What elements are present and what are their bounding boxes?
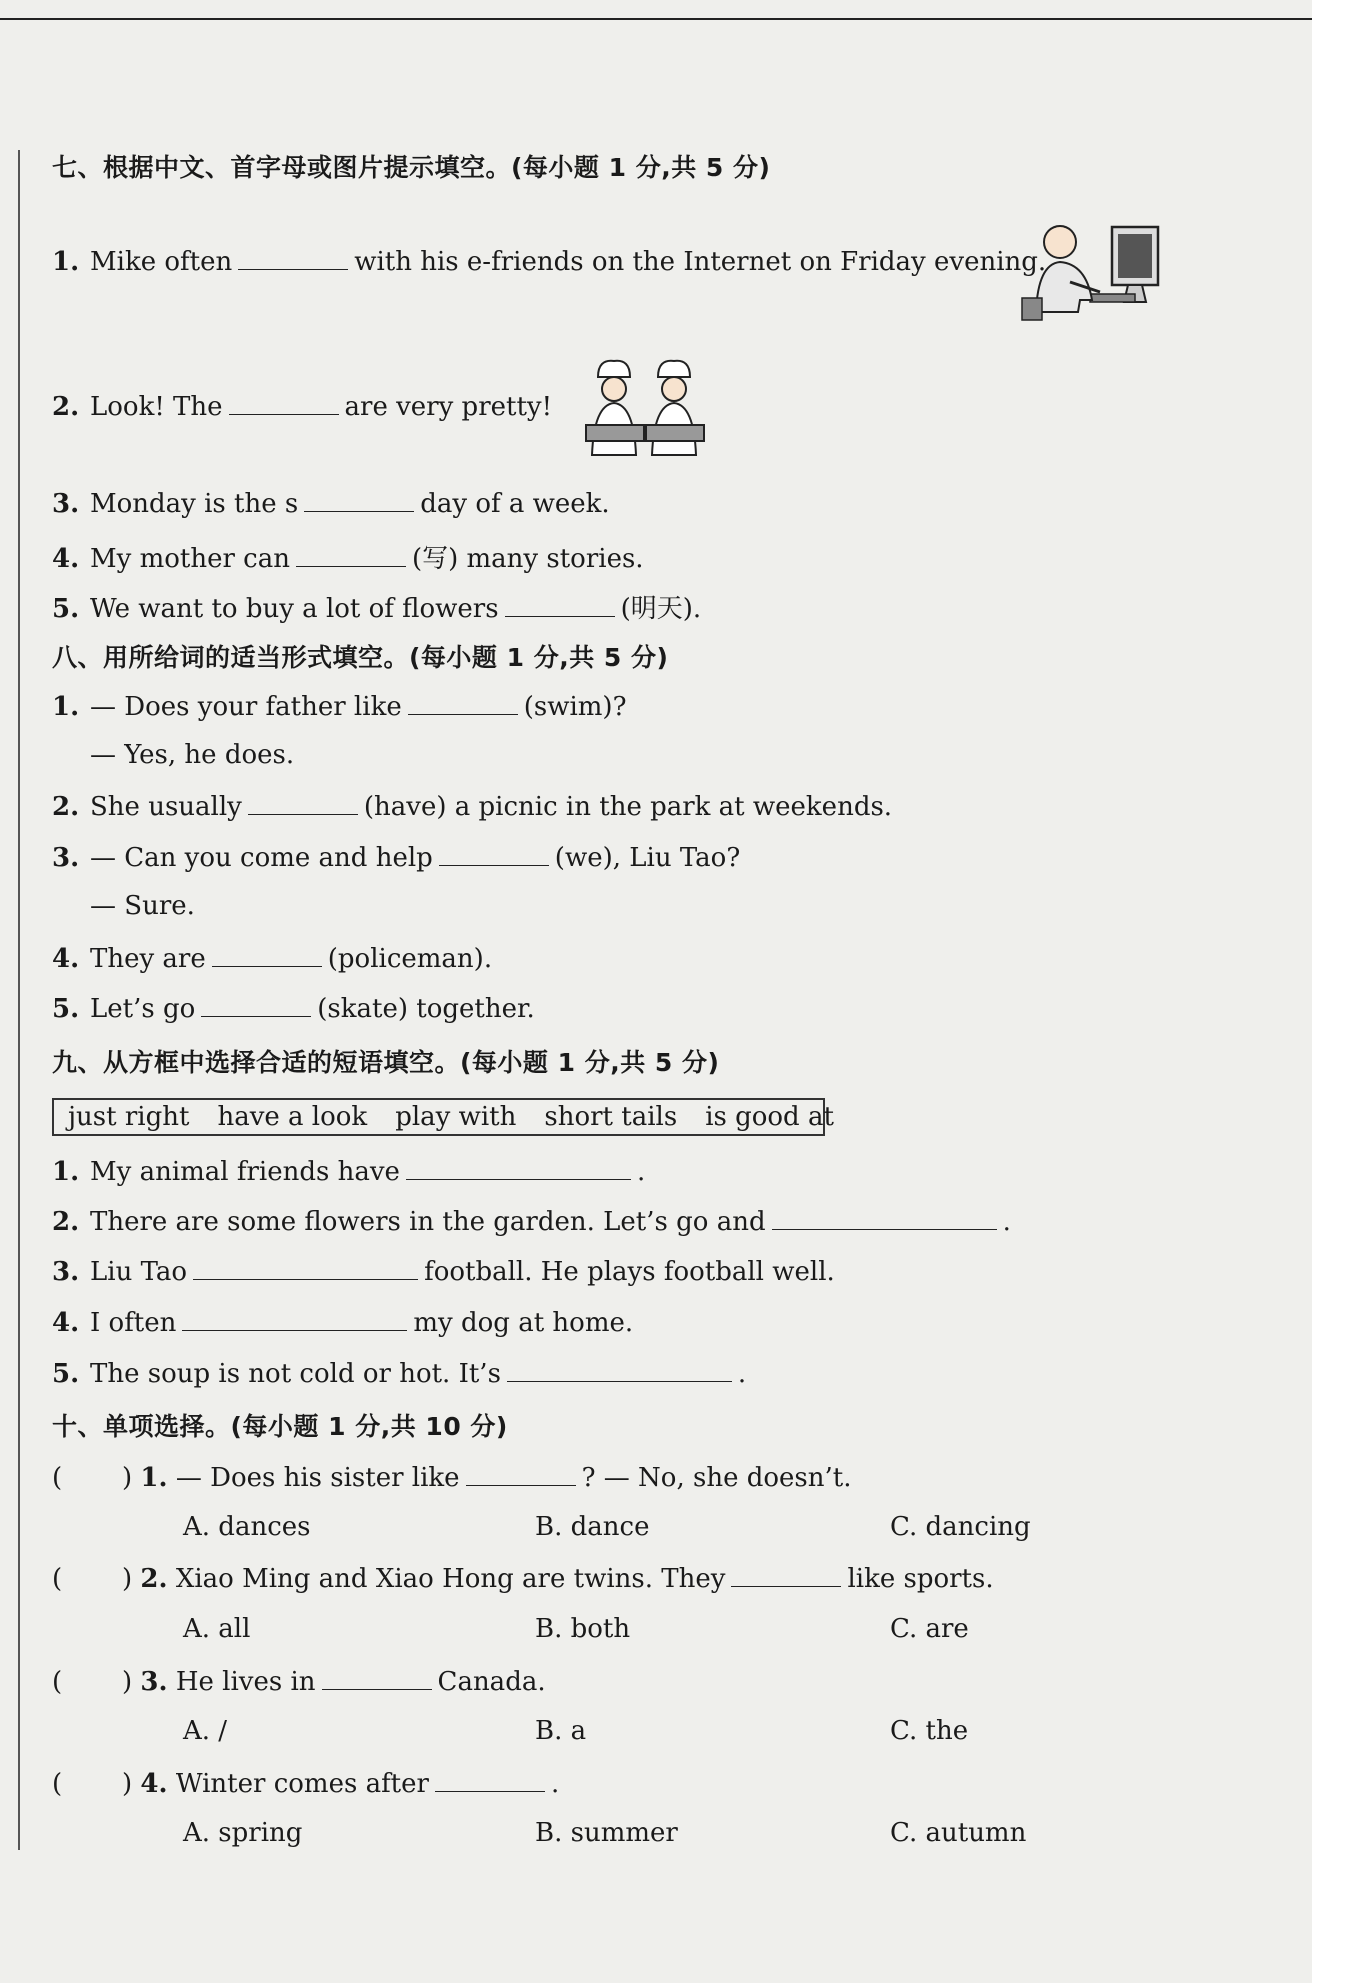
s7-item-3 [52, 487, 610, 519]
s9-item-3-after: football. He plays football well. [424, 1257, 835, 1287]
mc-3-num: 3. [140, 1667, 168, 1697]
s9-item-2-after: . [1002, 1207, 1011, 1237]
mc-3-option-b[interactable]: B. a [535, 1716, 587, 1746]
mc-3-answer-open[interactable]: ( [52, 1667, 63, 1697]
s7-item-2 [52, 390, 552, 422]
s7-item-2-num: 2. [52, 392, 80, 422]
mc-2-after: like sports. [847, 1564, 994, 1594]
s8-item-2-after: (have) a picnic in the park at weekends. [363, 792, 893, 822]
mc-4-answer-open[interactable]: ( [52, 1769, 63, 1799]
s9-item-2 [52, 1205, 1011, 1237]
mc-1-before: — Does his sister like [175, 1463, 460, 1493]
mc-question-3 [52, 1665, 546, 1697]
s7-item-1-blank[interactable] [238, 245, 348, 270]
s8-item-5-num: 5. [52, 994, 80, 1024]
s8-item-1-after: (swim)? [523, 692, 627, 722]
mc-3-after: Canada. [437, 1667, 546, 1697]
mc-4-blank[interactable] [435, 1767, 545, 1792]
phrase-4: short tails [544, 1102, 678, 1132]
s9-item-1-blank[interactable] [406, 1155, 631, 1180]
phrase-3: play with [395, 1102, 517, 1132]
mc-2-before: Xiao Ming and Xiao Hong are twins. They [175, 1564, 726, 1594]
mc-2-answer-close: ) [122, 1564, 133, 1594]
s7-item-5-before: We want to buy a lot of flowers [90, 594, 499, 624]
mc-3-blank[interactable] [322, 1665, 432, 1690]
binding-margin-line [18, 150, 20, 1850]
s9-item-1-num: 1. [52, 1157, 80, 1187]
mc-2-option-c[interactable]: C. are [890, 1614, 969, 1644]
s8-item-1-reply: — Yes, he does. [90, 740, 295, 770]
mc-question-4 [52, 1767, 559, 1799]
mc-question-2 [52, 1562, 994, 1594]
s8-item-4-after: (policeman). [327, 944, 493, 974]
s7-item-4-blank[interactable] [296, 542, 406, 567]
s7-item-4-before: My mother can [90, 544, 290, 574]
phrase-1: just right [68, 1102, 190, 1132]
s8-item-3-blank[interactable] [439, 841, 549, 866]
two-cooks-illustration [582, 355, 722, 465]
mc-1-option-a[interactable]: A. dances [183, 1512, 311, 1542]
s9-item-2-num: 2. [52, 1207, 80, 1237]
mc-3-option-a[interactable]: A. / [183, 1716, 228, 1746]
s9-item-2-before: There are some flowers in the garden. Let’s go and [90, 1207, 766, 1237]
mc-3-answer-close: ) [122, 1667, 133, 1697]
s9-item-5-before: The soup is not cold or hot. It’s [90, 1359, 501, 1389]
phrase-2: have a look [217, 1102, 368, 1132]
s8-item-3-num: 3. [52, 843, 80, 873]
section9-heading: 九、从方框中选择合适的短语填空。(每小题 1 分,共 5 分) [52, 1048, 720, 1077]
s9-item-3-before: Liu Tao [90, 1257, 188, 1287]
mc-1-blank[interactable] [466, 1461, 576, 1486]
s9-item-2-blank[interactable] [772, 1205, 997, 1230]
s9-item-3-num: 3. [52, 1257, 80, 1287]
s8-item-4-num: 4. [52, 944, 80, 974]
section7-heading: 七、根据中文、首字母或图片提示填空。(每小题 1 分,共 5 分) [52, 153, 771, 182]
s8-item-5-after: (skate) together. [317, 994, 535, 1024]
s8-item-2-num: 2. [52, 792, 80, 822]
s8-item-4 [52, 942, 492, 974]
s7-item-3-after: day of a week. [420, 489, 610, 519]
s9-item-1 [52, 1155, 645, 1187]
s9-item-5-blank[interactable] [507, 1357, 732, 1382]
mc-1-answer-open[interactable]: ( [52, 1463, 63, 1493]
s7-item-1-before: Mike often [90, 247, 233, 277]
page-top-edge [0, 18, 1315, 20]
mc-2-num: 2. [140, 1564, 168, 1594]
s8-item-3-reply: — Sure. [90, 891, 195, 921]
s9-item-4-before: I often [90, 1308, 177, 1338]
s9-item-5 [52, 1357, 746, 1389]
s9-item-3 [52, 1255, 835, 1287]
s7-item-1-after: with his e-friends on the Internet on Friday evening. [354, 247, 1047, 277]
boy-at-computer-illustration [1020, 212, 1170, 322]
s8-item-1-num: 1. [52, 692, 80, 722]
s7-item-4-num: 4. [52, 544, 80, 574]
mc-4-option-a[interactable]: A. spring [183, 1818, 303, 1848]
mc-3-option-c[interactable]: C. the [890, 1716, 969, 1746]
s9-item-1-before: My animal friends have [90, 1157, 400, 1187]
s8-item-1-before: — Does your father like [90, 692, 402, 722]
s7-item-4-after: (写) many stories. [411, 544, 644, 574]
section10-heading: 十、单项选择。(每小题 1 分,共 10 分) [52, 1412, 508, 1441]
s9-item-1-after: . [636, 1157, 646, 1187]
s8-item-5-before: Let’s go [90, 994, 196, 1024]
phrase-box [52, 1098, 834, 1136]
mc-2-blank[interactable] [731, 1562, 841, 1587]
mc-1-num: 1. [140, 1463, 168, 1493]
s8-item-3-before: — Can you come and help [90, 843, 433, 873]
s7-item-2-blank[interactable] [229, 390, 339, 415]
s7-item-5-after: (明天). [620, 594, 702, 624]
s9-item-5-after: . [737, 1359, 747, 1389]
mc-4-num: 4. [140, 1769, 168, 1799]
mc-4-option-c[interactable]: C. autumn [890, 1818, 1027, 1848]
s7-item-3-before: Monday is the s [90, 489, 299, 519]
s7-item-3-blank[interactable] [304, 487, 414, 512]
mc-question-1 [52, 1461, 851, 1493]
mc-4-answer-close: ) [122, 1769, 133, 1799]
mc-2-answer-open[interactable]: ( [52, 1564, 63, 1594]
mc-1-after: ? — No, she doesn’t. [581, 1463, 852, 1493]
page-right-margin [1312, 0, 1350, 1983]
s7-item-3-num: 3. [52, 489, 80, 519]
s8-item-4-blank[interactable] [212, 942, 322, 967]
s9-item-3-blank[interactable] [193, 1255, 418, 1280]
mc-1-option-b[interactable]: B. dance [535, 1512, 650, 1542]
s8-item-5-blank[interactable] [201, 992, 311, 1017]
s8-item-2 [52, 790, 892, 822]
s7-item-5-num: 5. [52, 594, 80, 624]
mc-1-option-c[interactable]: C. dancing [890, 1512, 1031, 1542]
s7-item-1 [52, 245, 1046, 277]
s8-item-1-blank[interactable] [408, 690, 518, 715]
mc-1-answer-close: ) [122, 1463, 133, 1493]
s8-item-1 [52, 690, 627, 722]
s7-item-1-num: 1. [52, 247, 80, 277]
s8-item-4-before: They are [90, 944, 206, 974]
s9-item-4-blank[interactable] [182, 1306, 407, 1331]
s8-item-3 [52, 841, 740, 873]
s8-item-3-after: (we), Liu Tao? [554, 843, 741, 873]
s7-item-5-blank[interactable] [505, 592, 615, 617]
s9-item-4-num: 4. [52, 1308, 80, 1338]
s7-item-2-before: Look! The [90, 392, 223, 422]
s9-item-4-after: my dog at home. [413, 1308, 634, 1338]
phrase-5: is good at [705, 1102, 834, 1132]
mc-3-before: He lives in [175, 1667, 316, 1697]
s9-item-4 [52, 1306, 633, 1338]
mc-2-option-a[interactable]: A. all [183, 1614, 251, 1644]
s9-item-5-num: 5. [52, 1359, 80, 1389]
mc-4-option-b[interactable]: B. summer [535, 1818, 678, 1848]
s8-item-2-before: She usually [90, 792, 242, 822]
s7-item-2-after: are very pretty! [344, 392, 553, 422]
s8-item-2-blank[interactable] [248, 790, 358, 815]
mc-4-before: Winter comes after [175, 1769, 429, 1799]
s8-item-5 [52, 992, 535, 1024]
s7-item-5 [52, 588, 701, 625]
mc-4-after: . [550, 1769, 560, 1799]
s7-item-4 [52, 538, 644, 575]
mc-2-option-b[interactable]: B. both [535, 1614, 631, 1644]
section8-heading: 八、用所给词的适当形式填空。(每小题 1 分,共 5 分) [52, 643, 669, 672]
